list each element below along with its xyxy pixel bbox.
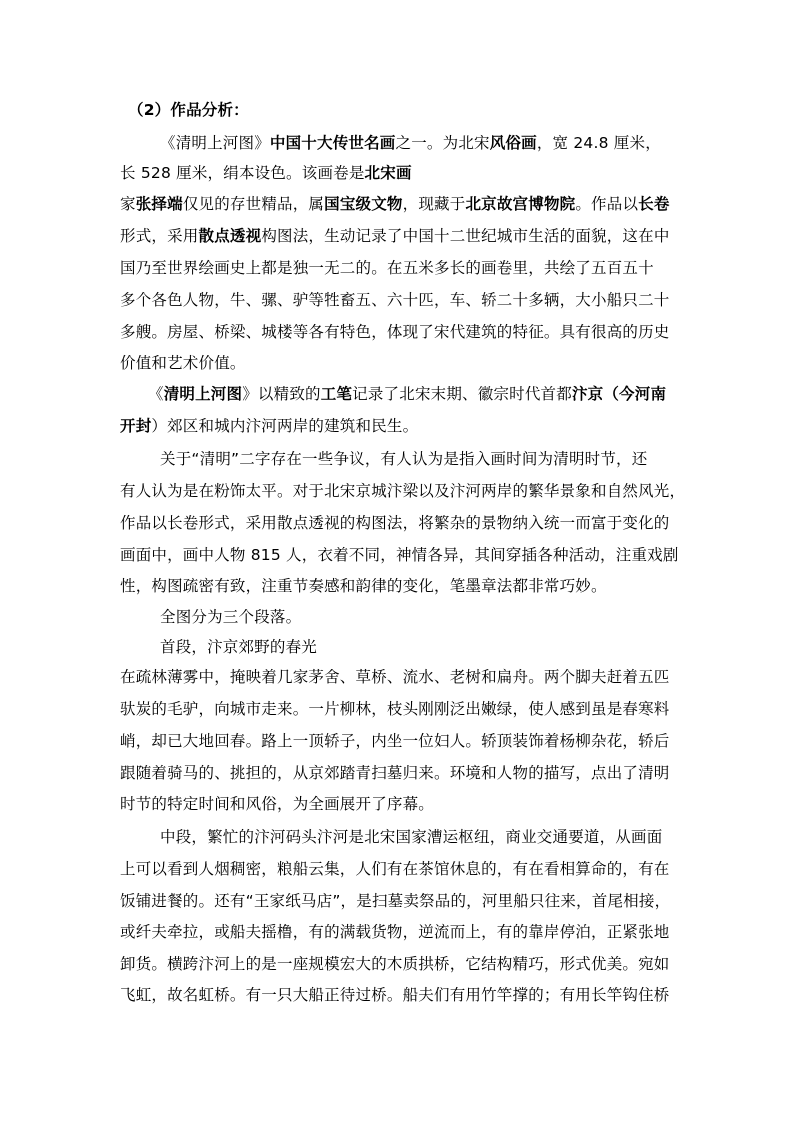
p2-line-1-segment-4: 工笔 <box>320 385 353 403</box>
p1-line-4 <box>120 225 670 247</box>
p1-line-8: 价值和艺术价值。 <box>120 354 246 372</box>
p1-line-1-segment-5: ，宽 24.8 厘米， <box>536 134 661 152</box>
p1-line-3-segment-2: 张择端 <box>135 195 183 213</box>
p1-line-7: 多艘。房屋、桥梁、城楼等各有特色，体现了宋代建筑的特征。具有很高的历史 <box>120 323 670 341</box>
p1-line-5: 国乃至世界绘画史上都是独一无二的。在五米多长的画卷里，共绘了五百五十 <box>120 259 654 277</box>
p1-line-3-segment-7: 。作品以 <box>575 195 639 213</box>
p5-line-4: 跟随着骑马的、挑担的，从京郊踏青扫墓归来。环境和人物的描写，点出了清明 <box>120 764 670 782</box>
p1-line-3-segment-1: 家 <box>120 195 136 213</box>
p2-line-2 <box>120 415 418 437</box>
p5-line-2: 驮炭的毛驴，向城市走来。一片柳林，枝头刚刚泛出嫩绿，使人感到虽是春寒料 <box>120 700 670 718</box>
p2-line-1-segment-5: 记录了北宋末期、徽宗时代首都 <box>352 385 572 403</box>
p3-line-3: 作品以长卷形式，采用散点透视的构图法，将繁杂的景物纳入统一而富于变化的 <box>120 514 670 532</box>
p3-line-4: 画面中，画中人物 815 人，衣着不同，神情各异，其间穿插各种活动，注重戏剧 <box>120 546 679 564</box>
p5-line-3: 峭，却已大地回春。路上一顶轿子，内坐一位妇人。轿顶装饰着杨柳杂花，轿后 <box>120 732 670 750</box>
p2-line-2-segment-1: 开封 <box>120 417 152 435</box>
p1-line-1 <box>160 132 661 154</box>
p1-line-3 <box>120 193 670 215</box>
p1-line-4-segment-2: 散点透视 <box>198 227 262 245</box>
p5-title: 首段，汴京郊野的春光 <box>160 638 318 656</box>
p2-line-1-segment-6: 汴京（今河南 <box>571 385 667 403</box>
p1-line-3-segment-4: 国宝级文物 <box>324 195 403 213</box>
p2-line-1-segment-2: 清明上河图 <box>163 385 243 403</box>
p1-line-2-segment-1: 长 528 厘米，绢本设色。该画卷是 <box>120 164 365 182</box>
p1-line-3-segment-8: 长卷 <box>638 195 670 213</box>
p3-line-2: 有人认为是在粉饰太平。对于北宋京城汴梁以及汴河两岸的繁华景象和自然风光， <box>120 482 686 500</box>
p6-line-4: 或纤夫牵拉，或船夫摇橹，有的满载货物，逆流而上，有的靠岸停泊，正紧张地 <box>120 923 670 941</box>
p1-line-3-segment-3: 仅见的存世精品，属 <box>182 195 325 213</box>
p1-line-6: 多个各色人物，牛、骡、驴等牲畜五、六十匹，车、轿二十多辆，大小船只二十 <box>120 291 670 309</box>
p2-line-1 <box>148 383 666 405</box>
p1-line-1-segment-4: 风俗画 <box>489 134 537 152</box>
p2-line-1-segment-3: 》以精致的 <box>242 385 321 403</box>
p1-line-1-segment-1: 《清明上河图》 <box>160 134 270 152</box>
p4-line: 全图分为三个段落。 <box>160 608 302 626</box>
p6-line-5: 卸货。横跨汴河上的是一座规模宏大的木质拱桥，它结构精巧，形式优美。宛如 <box>120 955 670 973</box>
p6-line-6: 飞虹，故名虹桥。有一只大船正待过桥。船夫们有用竹竿撑的；有用长竿钩住桥 <box>120 986 670 1004</box>
p1-line-1-segment-3: 之一。为北宋 <box>395 134 490 152</box>
p1-line-4-segment-3: 构图法，生动记录了中国十二世纪城市生活的面貌，这在中 <box>261 227 670 245</box>
p1-line-1-segment-2: 中国十大传世名画 <box>269 134 396 152</box>
p2-line-2-segment-2: ）郊区和城内汴河两岸的建筑和民生。 <box>151 417 419 435</box>
p6-line-3: 饭铺进餐的。还有“王家纸马店”，是扫墓卖祭品的，河里船只往来，首尾相接， <box>120 892 671 910</box>
p1-line-3-segment-6: 北京故宫博物院 <box>465 195 576 213</box>
p3-line-1: 关于“清明”二字存在一些争议，有人认为是指入画时间为清明时节，还 <box>160 450 648 468</box>
p6-line-1: 中段，繁忙的汴河码头汴河是北宋国家漕运枢纽，商业交通要道，从画面 <box>160 828 663 846</box>
p1-line-2-segment-2: 北宋画 <box>364 164 412 182</box>
p5-line-5: 时节的特定时间和风俗，为全画展开了序幕。 <box>120 795 435 813</box>
section-heading: （2）作品分析： <box>128 101 249 119</box>
p1-line-3-segment-5: ，现藏于 <box>402 195 466 213</box>
p3-line-5: 性，构图疏密有致，注重节奏感和韵律的变化，笔墨章法都非常巧妙。 <box>120 577 607 595</box>
p1-line-2 <box>120 162 412 184</box>
p6-line-2: 上可以看到人烟稠密，粮船云集，人们有在茶馆休息的，有在看相算命的，有在 <box>120 860 670 878</box>
p1-line-4-segment-1: 形式，采用 <box>120 227 199 245</box>
p2-line-1-segment-1: 《 <box>148 385 164 403</box>
p5-line-1: 在疏林薄雾中，掩映着几家茅舍、草桥、流水、老树和扁舟。两个脚夫赶着五匹 <box>120 668 670 686</box>
